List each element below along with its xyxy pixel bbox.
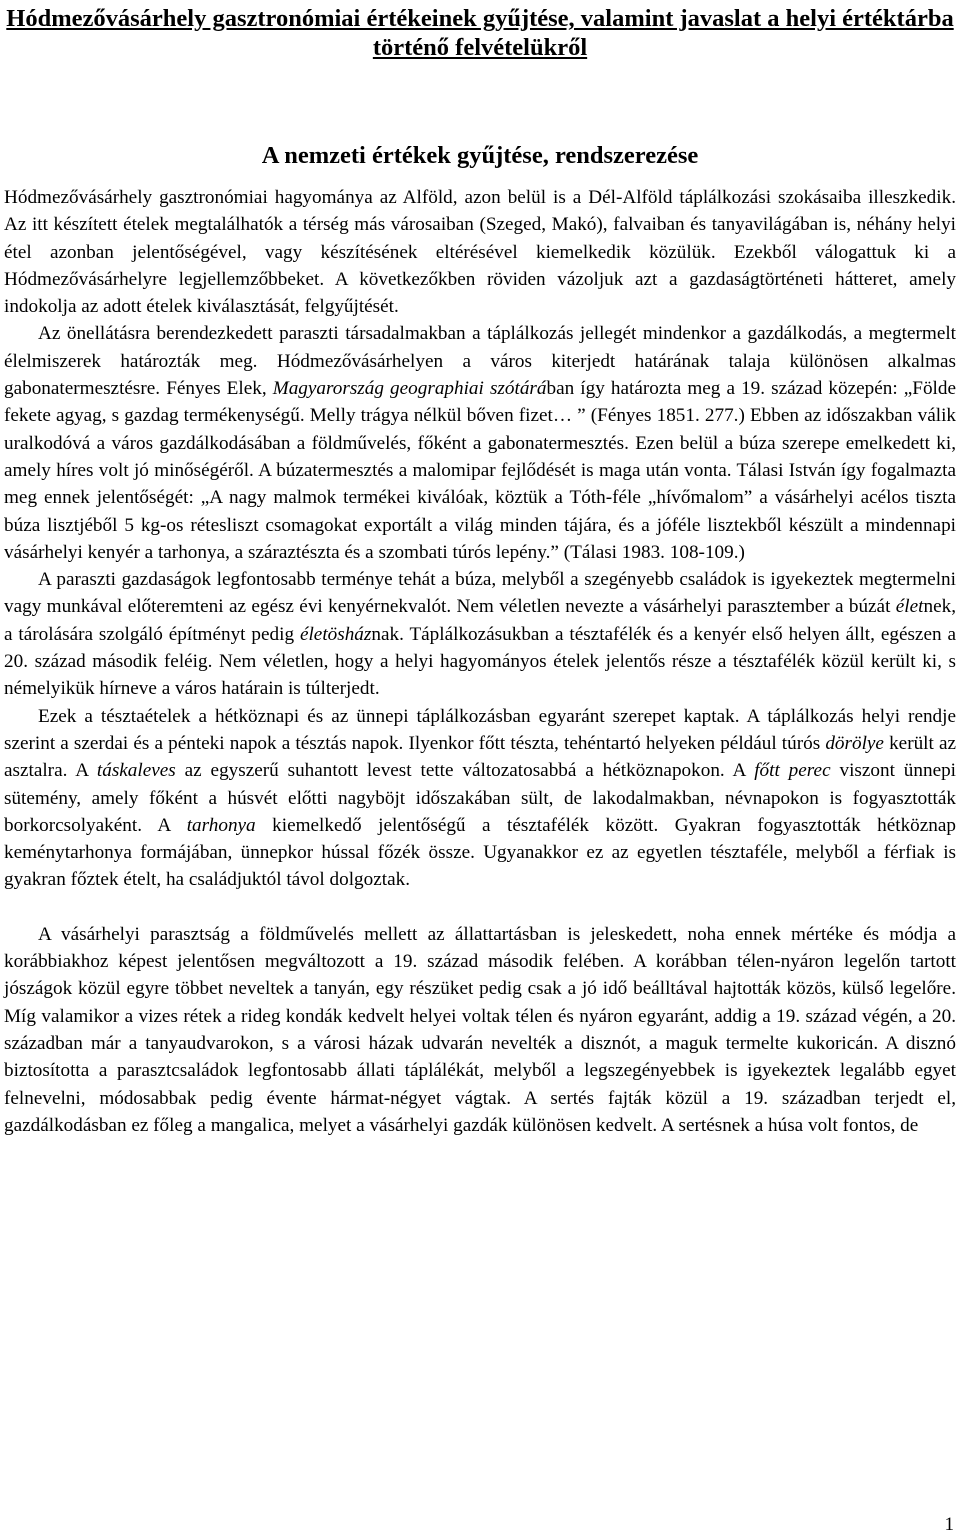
- paragraph-text: ban így határozta meg a 19. század közepén: „Földe fekete agyag, s gazdag termékenységű. Melly trágya nélkül bőven fizet… ” (Fényes 1851. 277.) Ebben az időszakban válik uralkodóvá a város gazdálkodásában a földművelés, főként a gabonatermesztés. Ezen belül a búza szerepe emelkedett ki, amely híres volt jó minőségéről. A búzatermesztés a malomipar fejlődését is maga után vonta. Tálasi István így fogalmazta meg ennek jelentőségét: „A nagy malmok termékei kiválóak, köztük a Tóth-féle „hívőmalom” a vásárhelyi acélos tiszta búza lisztjéből 5 kg-os rétesliszt csomagokat exportált a világ minden tájára, és a jóféle lisztekből készült a mindennapi vásárhelyi kenyér a tarhonya, a száraztészta és a szombati túrós lepény.” (Tálasi 1983. 108-109.): [4, 378, 956, 563]
- paragraph-text: kiemelkedő jelentőségű a tésztafélék között. Gyakran fogyasztották hétköznap keménytarhonya formájában, ünnepkor hússal főzék össze. Ugyanakkor ez az egyetlen tésztaféle, melyből a férfiak is gyakran főztek ételt, ha családjuktól távol dolgoztak.: [4, 814, 956, 891]
- italic-text: tarhonya: [186, 814, 256, 836]
- paragraph-text: Hódmezővásárhely gasztronómiai hagyománya az Alföld, azon belül is a Dél-Alföld táplálkozási szokásaiba illeszkedik. Az itt készített ételek megtalálhatók a térség más városaiban (Szeged, Makó), falvaiban és tanyavilágában is, néhány helyi étel azonban jelentőségével, vagy készítésének eltérésével kiemelkedik közülük. Ezekből válogattuk ki a Hódmezővásárhelyre legjellemzőbbeket. A következőkben röviden vázoljuk azt a gazdaságtörténeti hátteret, amely indokolja az adott ételek kiválasztását, felgyűjtését.: [4, 187, 956, 318]
- paragraph-text: viszont ünnepi sütemény, amely főként a húsvét előtti nagyböjt időszakában sült, de lakodalmakban, névnapokon is fogyasztották borkorcsolyaként. A: [4, 760, 957, 836]
- body-text: [4, 184, 956, 1139]
- paragraph-text: nak. Táplálkozásukban a tésztafélék és a kenyér első helyen állt, egészen a 20. század második feléig. Nem véletlen, hogy a helyi hagyományos ételek jelentős része a tésztafélék közül került ki, s némelyikük hírneve a város határain is túlterjedt.: [4, 623, 956, 700]
- italic-text: dörölye: [825, 732, 884, 754]
- italic-text: élet: [895, 596, 924, 618]
- paragraph: [4, 184, 956, 320]
- italic-text: főtt perec: [754, 760, 831, 782]
- paragraph-text: Ezek a tésztaételek a hétköznapi és az ünnepi táplálkozásban egyaránt szerepet kaptak. A táplálkozás helyi rendje szerint a szerdai és a pénteki napok a tésztás napok. Ilyenkor főtt tészta, tehéntartó helyeken például túrós: [4, 705, 956, 754]
- paragraph-text: nek, a tárolására szolgáló építményt pedig: [4, 596, 956, 645]
- paragraph-text: Az önellátásra berendezkedett paraszti társadalmakban a táplálkozás jellegét mindenkor a gazdálkodás, a megtermelt élelmiszerek határozták meg. Hódmezővásárhelyen a város kiterjedt határának talaja különösen alkalmas gabonatermesztésre. Fényes Elek,: [4, 323, 956, 400]
- paragraph-text: az egyszerű suhantott levest tette változatosabbá a hétköznapokon. A: [175, 760, 755, 782]
- paragraph-text: A paraszti gazdaságok legfontosabb terménye tehát a búza, melyből a szegényebb családok is igyekeztek megtermelni vagy munkával előteremteni az egész évi kenyérnekvalót. Nem véletlen nevezte a vásárhelyi parasztember a búzát: [4, 569, 956, 618]
- italic-text: táskaleves: [96, 760, 176, 782]
- page-number: 1: [944, 1514, 954, 1535]
- italic-text: Magyarország geographiai szótárá: [272, 378, 547, 400]
- paragraph: [4, 320, 956, 566]
- italic-text: életösház: [299, 623, 372, 645]
- paragraph-text: került az asztalra. A: [4, 732, 956, 782]
- section-heading: A nemzeti értékek gyűjtése, rendszerezése: [261, 142, 699, 169]
- paragraph-text: A vásárhelyi parasztság a földművelés mellett az állattartásban is jeleskedett, noha ennek mértéke és módja a korábbiakhoz képest jelentősen megváltozott a 19. század második felében. A korábban télen-nyáron legelőn tartott jószágok közül egyre többet neveltek a tanyán, egy részüket pedig csak a jó idő beálltával hajtották közös, külső legelőre. Míg valamikor a vizes rétek a rideg kondák kedvelt helyei voltak télen és nyáron egyaránt, addig a 19. század végén, a 20. században már a tanyaudvarokon, s a városi házak udvarán nevelték a disznót, a maguk termelte kukoricán. A disznó biztosította a parasztcsaládok legfontosabb állati táplálékát, melyből a legszegényebbek is igyekeztek legalább egyet felnevelni, módosabbak pedig évente hármat-négyet vágtak. A sertés fajták közül a 19. században terjedt el, gazdálkodásban ez főleg a mangalica, melyet a vásárhelyi gazdák különösen kedvelt. A sertésnek a húsa volt fontos, de: [4, 923, 956, 1136]
- paragraph: [4, 703, 956, 894]
- paragraph: [4, 566, 956, 702]
- paragraph: [4, 921, 956, 1139]
- document-title: Hódmezővásárhely gasztronómiai értékeinek gyűjtése, valamint javaslat a helyi értéktárba történő felvételükről: [6, 5, 954, 61]
